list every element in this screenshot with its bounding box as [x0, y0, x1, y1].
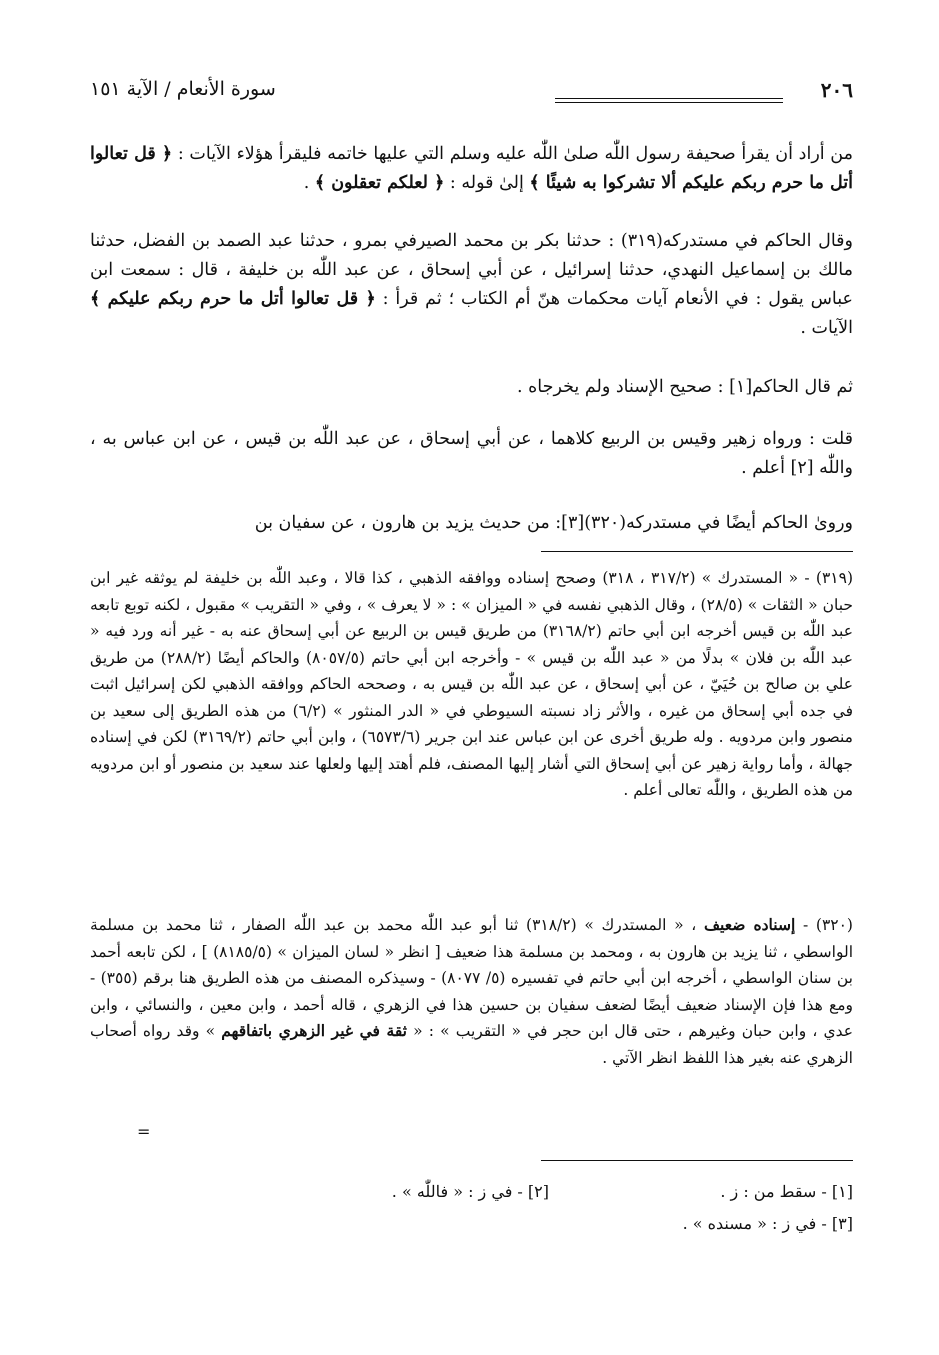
- footnote-320-text: ، « المستدرك » (٣١٨/٢) ثنا أبو عبد اللّٰه محمد بن عبد اللّٰه الصفار ، ثنا محمد بن مسلمة الواسطي ، ثنا يزيد بن هارون به ، ومحمد بن مسلمة هذا ضعيف [ انظر « لسان الميزان » (٨١٨٥/٥) ] ، لكن تابعه أحمد بن سنان الواسطي ، أخرجه ابن أبي حاتم في تفسيره (٥/ ٨٠٧٧) - وسيذكره المصنف من هذه الطريق هنا برقم (٣٥٥) - ومع هذا فإن الإسناد ضعيف أيضًا لضعف سفيان بن حسين هذا في الزهري ، قاله أحمد ، وابن معين ، والنسائي ، وابن عدي ، وابن حبان وغيرهم ، حتى قال ابن حجر في « التقريب » : «: [90, 916, 853, 1040]
- paragraph-1: [90, 140, 853, 198]
- page-header: [90, 78, 853, 112]
- apparatus-note-1: [١] - سقط من : ز .: [720, 1182, 853, 1201]
- paragraph-1-end: .: [303, 173, 315, 193]
- paragraph-2: [90, 227, 853, 343]
- footnote-320: [90, 912, 853, 1071]
- quran-quote-1: ﴿ قل تعالوا أتل ما حرم ربكم عليكم ألا تشركوا به شيئًا ﴾: [90, 144, 853, 193]
- quran-quote-2: ﴿ لعلكم تعقلون ﴾: [314, 173, 445, 193]
- running-title: سورة الأنعام / الآية ١٥١: [90, 78, 276, 100]
- footnote-319: (٣١٩) - « المستدرك » (٣١٧/٢ ، ٣١٨) وصحح إسناده ووافقه الذهبي ، كذا قالا ، وعبد اللّٰه بن خليفة لم يوثقه غير ابن حبان « الثقات » (٢٨/٥) ، وقال الذهبي نفسه في « الميزان » : « لا يعرف » ، وفي « التقريب » مقبول ، لكنه توبع تابعه عبد اللّٰه بن قيس أخرجه ابن أبي حاتم (٣١٦٨/٢) من طريق قيس بن الربيع عن أبي إسحاق عنه به - غير أنه ورد فيه « عبد اللّٰه بن فلان » بدلًا من « عبد اللّٰه بن قيس » - وأخرجه ابن أبي حاتم (٨٠٥٧/٥) والحاكم أيضًا (٢٨٨/٢) من طريق علي بن صالح بن حُيَيّ ، عن أبي إسحاق ، عن عبد اللّٰه بن قيس به ، وصححه الحاكم ووافقه الذهبي لكن إسرائيل اثبت في جده أبي إسحاق من غيره ، والأثر زاد نسبته السيوطي في « الدر المنثور » (٦/٢) من هذه الطريق إلى سعيد بن منصور وابن مردويه . وله طريق أخرى عن ابن عباس عند ابن جرير (٦٥٧٣/٦) ، وابن أبي حاتم (٣١٦٩/٢) لكن في إسناده جهالة ، وأما رواية زهير عن أبي إسحاق التي أشار إليها المصنف، فلم أهتد إليها ولعلها عند سعيد بن منصور أو ابن مردويه من هذه الطريق ، واللّٰه تعالى أعلم .: [90, 569, 854, 799]
- paragraph-2-text: وقال الحاكم في مستدركه(٣١٩) : حدثنا بكر بن محمد الصيرفي بمرو ، حدثنا عبد الصمد بن الفضل، حدثنا مالك بن إسماعيل النهدي، حدثنا إسرائيل ، عن أبي إسحاق ، عن عبد اللّٰه بن خليفة ، قال : سمعت ابن عباس يقول : في الأنعام آيات محكمات هنّ أم الكتاب ؛ ثم قرأ :: [90, 231, 853, 309]
- footnote-320-number: (٣٢٠) -: [795, 916, 853, 934]
- apparatus-note-3: [٣] - في ز : « مسنده » .: [682, 1214, 853, 1233]
- page-number: ٢٠٦: [820, 78, 853, 102]
- paragraph-1-mid: إلىٰ قوله :: [444, 173, 530, 193]
- paragraph-1-text: من أراد أن يقرأ صحيفة رسول اللّٰه صلىٰ اللّٰه عليه وسلم التي عليها خاتمه فليقرأ هؤلاء الآيات :: [177, 144, 853, 164]
- paragraph-4: قلت : ورواه زهير وقيس بن الربيع كلاهما ، عن أبي إسحاق ، عن عبد اللّٰه بن قيس ، عن ابن عباس به ، واللّٰه [٢] أعلم .: [90, 429, 853, 478]
- footnote-320-verdict: إسناده ضعيف: [704, 915, 796, 934]
- paragraph-3: ثم قال الحاكم[١] : صحيح الإسناد ولم يخرجاه .: [517, 377, 853, 397]
- apparatus-note-2: [٢] - في ز : « فاللّٰه » .: [391, 1182, 549, 1201]
- footnote-320-end: » وقد رواه أصحاب الزهري عنه بغير هذا اللفظ انظر الآتي .: [90, 1022, 853, 1067]
- footnote-separator: [541, 551, 853, 552]
- quran-quote-3: ﴿ قل تعالوا أتل ما حرم ربكم عليكم ﴾: [90, 289, 376, 309]
- paragraph-2-end: الآيات .: [800, 318, 853, 338]
- continuation-mark: =: [137, 1122, 151, 1141]
- paragraph-5: وروىٰ الحاكم أيضًا في مستدركه(٣٢٠)[٣]: من حديث يزيد بن هارون ، عن سفيان بن: [254, 513, 853, 533]
- apparatus-separator: [541, 1160, 853, 1161]
- header-rule: [555, 98, 783, 103]
- footnote-320-quote: ثقة في غير الزهري باتفاقهم: [221, 1021, 407, 1040]
